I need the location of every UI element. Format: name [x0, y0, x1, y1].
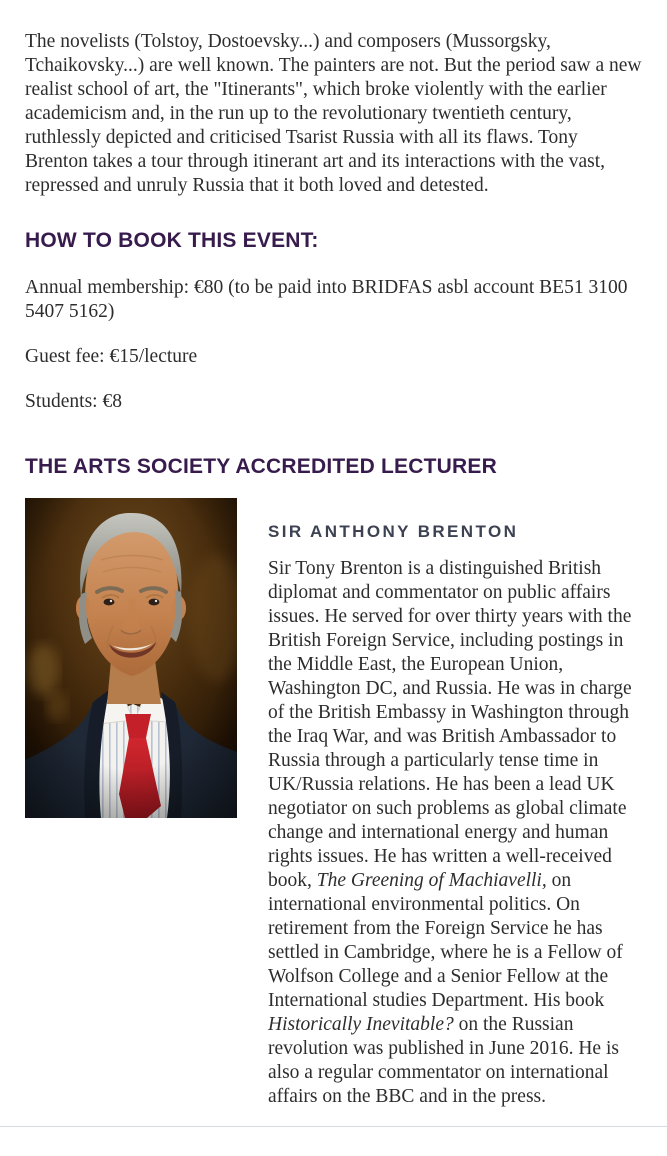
- booking-guest-fee: Guest fee: €15/lecture: [25, 346, 198, 367]
- lecturer-section: [25, 498, 642, 1109]
- portrait-image: [25, 498, 237, 818]
- booking-heading: HOW TO BOOK THIS EVENT:: [25, 229, 319, 252]
- lecturer-bio: [268, 557, 642, 1109]
- bio-text-3: on the Russian revolution was published in June 2016. He is also a regular commentator on international affairs on the BBC and in the press.: [268, 1014, 619, 1107]
- lecturer-info-column: [268, 498, 642, 1109]
- lecturer-heading: THE ARTS SOCIETY ACCREDITED LECTURER: [25, 455, 497, 478]
- bottom-spacer: [25, 1127, 642, 1132]
- bio-text-1: Sir Tony Brenton is a distinguished British diplomat and commentator on public affairs issues. He served for over thirty years with the British Foreign Service, including postings in the Middle East, the European Union, Washington DC, and Russia. He was in charge of the British Embassy in Washington through the Iraq War, and was British Ambassador to Russia through a particularly tense time in UK/Russia relations. He has been a lead UK negotiator on such problems as global climate change and international energy and human rights issues. He has written a well-received book,: [268, 558, 632, 891]
- booking-annual-membership: Annual membership: €80 (to be paid into BRIDFAS asbl account BE51 3100 5407 5162): [25, 277, 628, 322]
- book-title-greening-of-machiavelli: The Greening of Machiavelli,: [316, 870, 547, 891]
- book-title-historically-inevitable: Historically Inevitable?: [268, 1014, 454, 1035]
- lecturer-portrait-photo: [25, 498, 237, 818]
- lecturer-name: SIR ANTHONY BRENTON: [268, 522, 519, 541]
- bio-text-2: on international environmental politics. On retirement from the Foreign Service he has settled in Cambridge, where he is a Fellow of Wolfson College and a Senior Fellow at the International studies Department. His book: [268, 870, 623, 1011]
- booking-students-fee: Students: €8: [25, 391, 122, 412]
- intro-paragraph: The novelists (Tolstoy, Dostoevsky...) and composers (Mussorgsky, Tchaikovsky...) are well known. The painters are not. But the period saw a new realist school of art, the "Itinerants", which broke violently with the earlier academicism and, in the run up to the revolutionary twentieth century, ruthlessly depicted and criticised Tsarist Russia with all its flaws. Tony Brenton takes a tour through itinerant art and its interactions with the vast, repressed and unruly Russia that it both loved and detested.: [25, 31, 642, 196]
